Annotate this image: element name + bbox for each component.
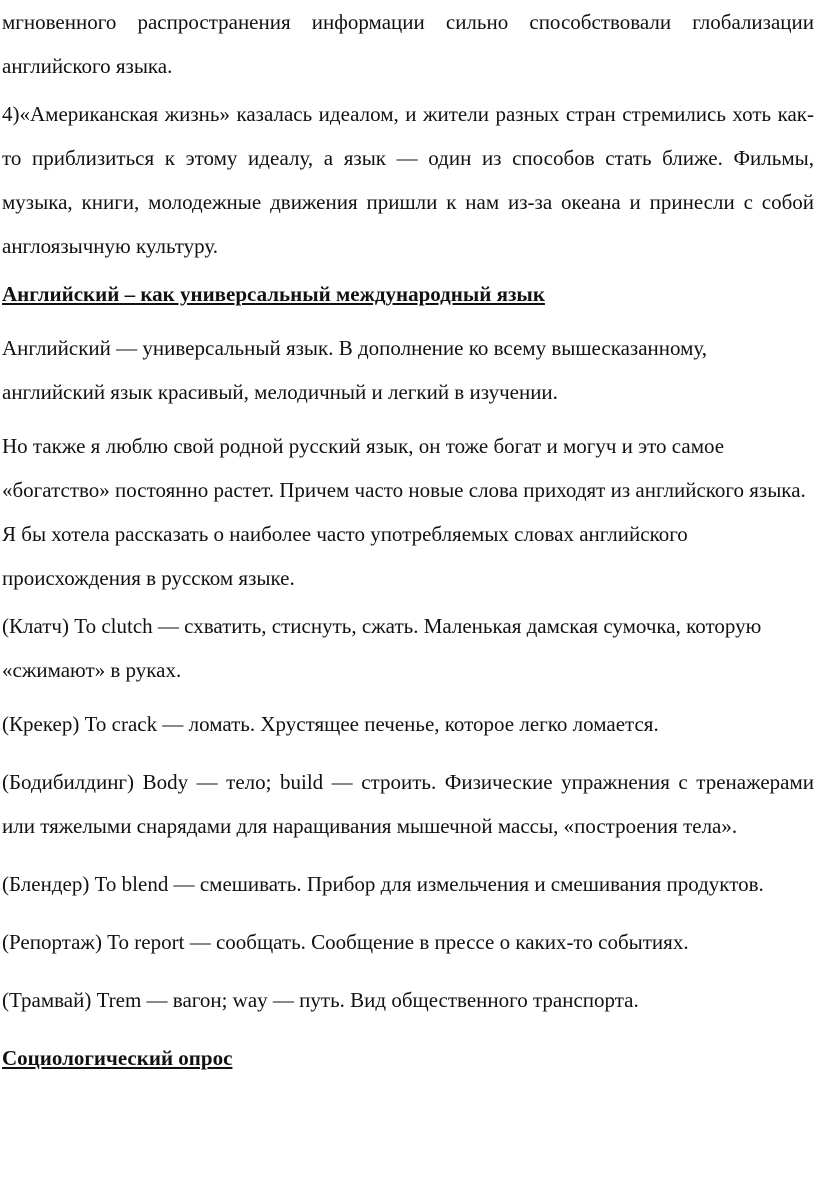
paragraph-word-cracker: (Крекер) To crack — ломать. Хрустящее печенье, которое легко ломается. xyxy=(2,712,659,736)
paragraph-word-tram: (Трамвай) Trem — вагон; way — путь. Вид общественного транспорта. xyxy=(2,988,639,1012)
paragraph-globalization-end: мгновенного распространения информации сильно способствовали глобализации английского языка. xyxy=(2,10,814,78)
paragraph-word-blender: (Блендер) To blend — смешивать. Прибор для измельчения и смешивания продуктов. xyxy=(2,872,764,896)
paragraph-word-clutch: (Клатч) To clutch — схватить, стиснуть, сжать. Маленькая дамская сумочка, которую «сжимают» в руках. xyxy=(2,614,762,682)
paragraph-american-life: 4)«Американская жизнь» казалась идеалом, и жители разных стран стремились хоть как-то приблизиться к этому идеалу, а язык — один из способов стать ближе. Фильмы, музыка, книги, молодежные движения пришли к нам из-за океана и принесли с собой англоязычную культуру. xyxy=(2,102,814,258)
paragraph-russian-language: Но также я люблю свой родной русский язык, он тоже богат и могуч и это самое «богатство» постоянно растет. Причем часто новые слова приходят из английского языка. Я бы хотела рассказать о наиболее часто употребляемых словах английского происхождения в русском языке. xyxy=(2,434,806,590)
paragraph-english-universal: Английский — универсальный язык. В дополнение ко всему вышесказанному, английский язык красивый, мелодичный и легкий в изучении. xyxy=(2,336,708,404)
section-heading-survey: Социологический опрос xyxy=(2,1046,233,1070)
paragraph-word-bodybuilding: (Бодибилдинг) Body — тело; build — строить. Физические упражнения с тренажерами или тяжелыми снарядами для наращивания мышечной массы, «построения тела». xyxy=(2,770,814,838)
paragraph-word-report: (Репортаж) To report — сообщать. Сообщение в прессе о каких-то событиях. xyxy=(2,930,689,954)
section-heading-universal-language: Английский – как универсальный международный язык xyxy=(2,282,545,306)
